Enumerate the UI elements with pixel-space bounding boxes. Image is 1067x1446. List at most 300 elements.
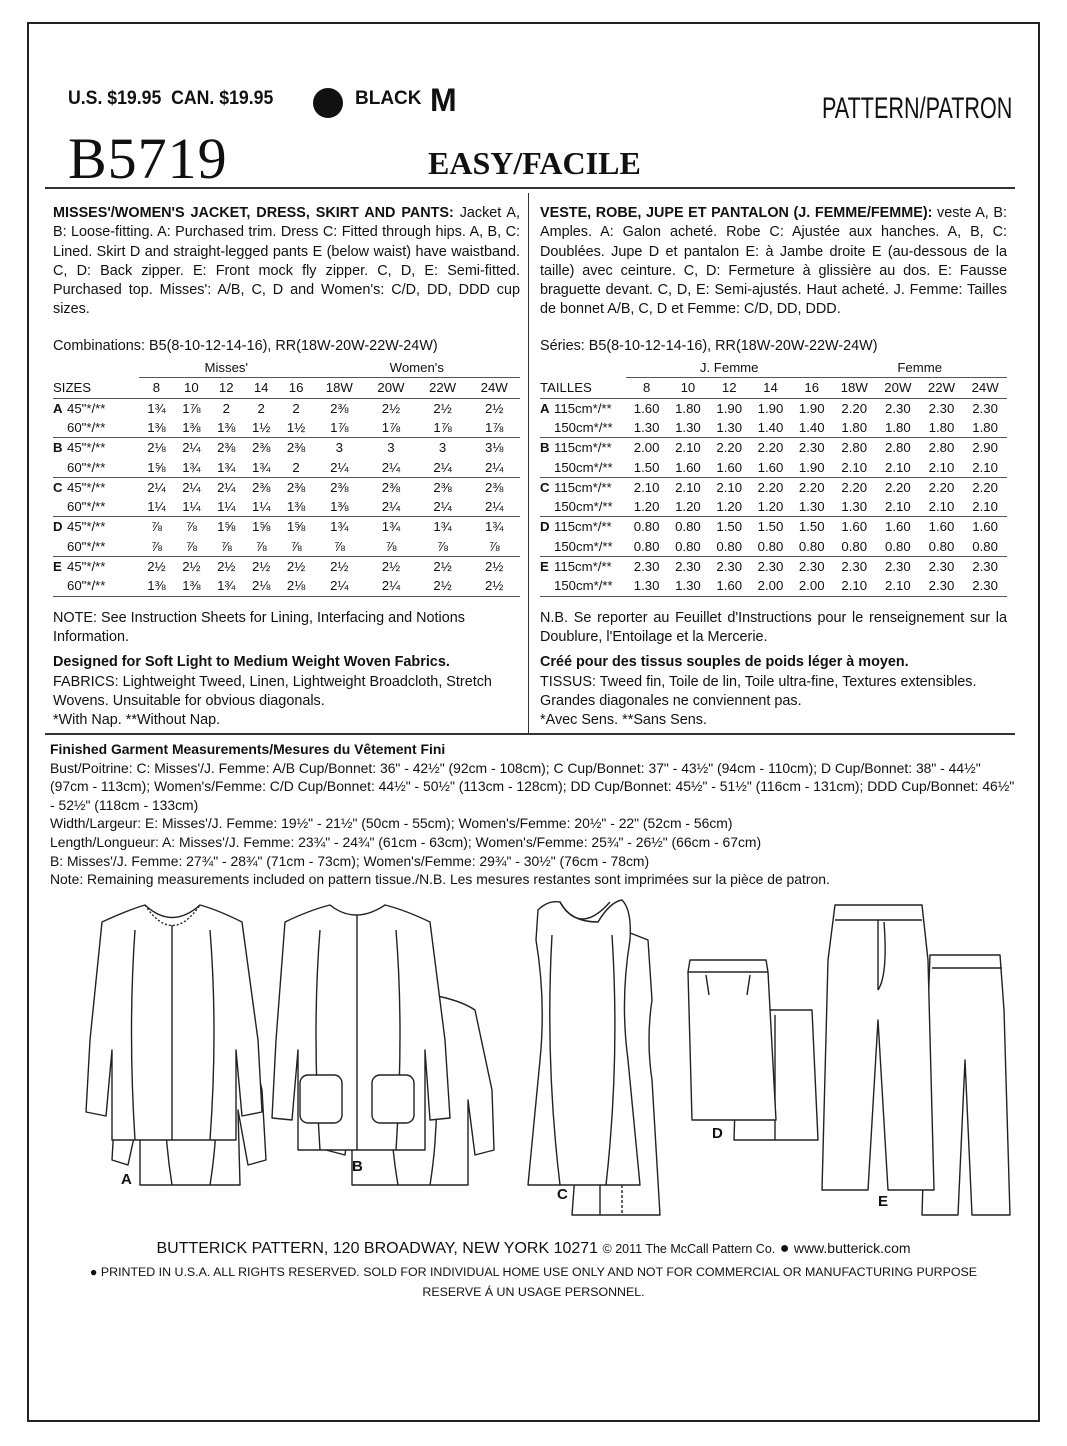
yardage-cell: 1.30 xyxy=(626,576,667,596)
yardage-cell: 1⅜ xyxy=(314,497,366,517)
yardage-cell: 1¾ xyxy=(209,576,244,596)
yardage-cell: 1¼ xyxy=(139,497,174,517)
fabric-width: 150cm*/** xyxy=(554,576,626,596)
yardage-cell: 2.10 xyxy=(876,458,920,478)
french-description: VESTE, ROBE, JUPE ET PANTALON (J. FEMME/FEMME): veste A, B: Amples. A: Galon acheté. Robe C: Ajustée aux hanches. A, B, C: Doublées. Jupe D et pantalon E: à Jambe droite E (au-dessous de la taille) avec ceinture. C, D: Fermeture à glissière au dos. E: Fausse braguette devant. C, D, E: Semi-ajustés. Haut acheté. J. Femme: Tailles de bonnet A/B, C, D et Femme: C/D, DD, DDD. xyxy=(540,205,1007,318)
fabric-width: 45"*/** xyxy=(67,559,106,575)
yardage-cell: 2¼ xyxy=(314,576,366,596)
yardage-cell: 1½ xyxy=(279,418,314,438)
yardage-cell: 2.00 xyxy=(633,440,660,456)
yardage-cell: 0.80 xyxy=(791,537,832,557)
view-letter xyxy=(53,418,67,438)
yardage-cell: 2⅜ xyxy=(485,479,504,495)
yardage-cell: 2.30 xyxy=(885,400,911,416)
yardage-cell: 2¼ xyxy=(182,479,201,495)
yardage-cell: 1.50 xyxy=(798,519,825,535)
size-header: 24W xyxy=(963,378,1007,398)
yardage-cell: 2.10 xyxy=(920,497,964,517)
yardage-cell: 2.10 xyxy=(633,479,660,495)
yardage-cell: 2.20 xyxy=(716,440,743,456)
view-b-jacket-drawing xyxy=(272,905,494,1185)
table-size-header xyxy=(540,378,1007,398)
yardage-cell: 1.60 xyxy=(709,576,750,596)
english-title: MISSES'/WOMEN'S JACKET, DRESS, SKIRT AND PANTS: xyxy=(53,205,454,221)
yardage-cell: ⅞ xyxy=(150,519,162,535)
yardage-cell: ⅞ xyxy=(209,537,244,557)
group-header-1: J. Femme xyxy=(626,358,832,378)
pattern-label: PATTERN/PATRON xyxy=(822,92,1013,125)
table-row xyxy=(540,537,1007,557)
size-header: 12 xyxy=(209,378,244,398)
footer-address: BUTTERICK PATTERN, 120 BROADWAY, NEW YORK 10271 xyxy=(156,1240,599,1257)
yardage-cell: 2⅜ xyxy=(286,440,306,456)
yardage-cell: 2⅜ xyxy=(433,479,452,495)
yardage-cell: 1.60 xyxy=(667,458,708,478)
yardage-cell: 2.30 xyxy=(633,559,660,575)
yardage-cell: 1¼ xyxy=(244,497,279,517)
group-header-2: Women's xyxy=(314,358,520,378)
yardage-cell: 1.60 xyxy=(885,519,911,535)
yardage-cell: 2½ xyxy=(147,559,166,575)
view-letter xyxy=(53,458,67,478)
view-e-pants-drawing xyxy=(822,905,1010,1215)
yardage-cell: 1.60 xyxy=(709,458,750,478)
yardage-cell: 2½ xyxy=(286,559,306,575)
yardage-cell: ⅞ xyxy=(185,519,197,535)
fabric-width: 150cm*/** xyxy=(554,458,626,478)
group-header-2: Femme xyxy=(832,358,1007,378)
table-row xyxy=(53,557,520,577)
yardage-cell: 2.10 xyxy=(920,458,964,478)
yardage-cell: 1.80 xyxy=(876,418,920,438)
yardage-cell: 2.80 xyxy=(928,440,955,456)
french-nap: *Avec Sens. **Sans Sens. xyxy=(540,712,707,729)
yardage-cell: 1.60 xyxy=(633,400,660,416)
view-label-b: B xyxy=(352,1158,363,1175)
yardage-cell: 1⅜ xyxy=(139,576,174,596)
yardage-cell: 2.80 xyxy=(885,440,911,456)
table-row xyxy=(540,418,1007,438)
table-row xyxy=(53,477,520,497)
size-header: 12 xyxy=(709,378,750,398)
view-letter: A xyxy=(53,400,63,416)
size-header: 8 xyxy=(626,378,667,398)
yardage-cell: 1.40 xyxy=(791,418,832,438)
footer-reserve: RESERVE Á UN USAGE PERSONNEL. xyxy=(422,1285,645,1299)
yardage-cell: 1.80 xyxy=(832,418,876,438)
table-row xyxy=(540,557,1007,577)
length-measurements-b: B: Misses'/J. Femme: 27¾" - 28¾" (71cm - 73cm); Women's/Femme: 29¾" - 30½" (76cm - 78cm) xyxy=(50,852,650,869)
yardage-cell: 1.30 xyxy=(791,497,832,517)
yardage-cell: 0.80 xyxy=(920,537,964,557)
yardage-cell: 2¼ xyxy=(468,497,520,517)
yardage-cell: 1.30 xyxy=(667,576,708,596)
yardage-cell: 1.30 xyxy=(626,418,667,438)
size-header: 10 xyxy=(667,378,708,398)
yardage-cell: 1.60 xyxy=(928,519,955,535)
yardage-cell: 0.80 xyxy=(876,537,920,557)
view-letter: A xyxy=(540,400,550,416)
yardage-cell: ⅞ xyxy=(174,537,209,557)
yardage-cell: 1.90 xyxy=(716,400,743,416)
french-title: VESTE, ROBE, JUPE ET PANTALON (J. FEMME/FEMME): xyxy=(540,205,933,221)
yardage-cell: 2⅜ xyxy=(330,400,349,416)
yardage-cell: 2 xyxy=(257,400,265,416)
yardage-cell: 2.30 xyxy=(972,400,998,416)
yardage-cell: 1¾ xyxy=(209,458,244,478)
yardage-cell: 2.20 xyxy=(841,479,868,495)
yardage-cell: 2.30 xyxy=(928,400,955,416)
view-letter xyxy=(540,576,554,596)
yardage-cell: ⅞ xyxy=(468,537,520,557)
table-row xyxy=(53,517,520,537)
garment-illustrations xyxy=(0,890,1067,1230)
yardage-cell: 2⅜ xyxy=(252,440,271,456)
sizes-label: SIZES xyxy=(53,378,139,398)
yardage-cell: 2 xyxy=(292,400,300,416)
yardage-cell: 1¾ xyxy=(381,519,401,535)
yardage-cell: 1⅞ xyxy=(314,418,366,438)
view-letter: E xyxy=(540,559,549,575)
yardage-cell: 1.80 xyxy=(675,400,701,416)
yardage-cell: 2.10 xyxy=(675,479,701,495)
yardage-cell: 2½ xyxy=(485,559,504,575)
yardage-cell: 1.30 xyxy=(667,418,708,438)
fabric-width: 115cm*/** xyxy=(554,559,612,575)
yardage-cell: 1.20 xyxy=(626,497,667,517)
yardage-cell: 1.90 xyxy=(798,400,825,416)
yardage-cell: 2.30 xyxy=(963,576,1007,596)
size-header: 24W xyxy=(468,378,520,398)
yardage-cell: 3⅛ xyxy=(485,440,504,456)
yardage-cell: 2½ xyxy=(468,576,520,596)
size-header: 22W xyxy=(417,378,469,398)
measurements-title: Finished Garment Measurements/Mesures du Vêtement Fini xyxy=(50,741,446,757)
size-header: 20W xyxy=(365,378,417,398)
yardage-cell: 2.20 xyxy=(972,479,998,495)
view-letter: D xyxy=(53,519,63,535)
yardage-cell: 1.50 xyxy=(757,519,784,535)
yardage-cell: ⅞ xyxy=(417,537,469,557)
yardage-cell: 1.50 xyxy=(716,519,743,535)
yardage-cell: 1.90 xyxy=(791,458,832,478)
price-line xyxy=(68,88,273,110)
yardage-cell: 2.80 xyxy=(841,440,868,456)
yardage-cell: 2.30 xyxy=(841,559,868,575)
yardage-cell: 2.10 xyxy=(876,497,920,517)
yardage-cell: 2¼ xyxy=(314,458,366,478)
yardage-cell: 2.30 xyxy=(920,576,964,596)
yardage-cell: 1¼ xyxy=(209,497,244,517)
bullet-icon: ● xyxy=(779,1240,790,1257)
yardage-cell: 3 xyxy=(438,440,447,456)
yardage-cell: 2⅛ xyxy=(147,440,166,456)
yardage-cell: 0.80 xyxy=(626,537,667,557)
size-header: 20W xyxy=(876,378,920,398)
table-row xyxy=(540,576,1007,596)
bullet-icon: ● xyxy=(89,1265,98,1279)
view-letter: C xyxy=(540,479,550,495)
size-header: 8 xyxy=(139,378,174,398)
yardage-cell: 2.10 xyxy=(832,576,876,596)
series-line: Séries: B5(8-10-12-14-16), RR(18W-20W-22W-24W) xyxy=(540,337,878,354)
yardage-cell: 2.30 xyxy=(798,440,825,456)
yardage-cell: 1.30 xyxy=(709,418,750,438)
yardage-cell: 1.20 xyxy=(709,497,750,517)
fabric-width: 45"*/** xyxy=(67,479,106,495)
english-fabrics: FABRICS: Lightweight Tweed, Linen, Lightweight Broadcloth, Stretch Wovens. Unsuitable for obvious diagonals. xyxy=(53,673,492,709)
yardage-cell: 2.10 xyxy=(832,458,876,478)
yardage-cell: 2.10 xyxy=(963,458,1007,478)
yardage-cell: 2¼ xyxy=(365,576,417,596)
group-header-1: Misses' xyxy=(139,358,314,378)
yardage-cell: 3 xyxy=(387,440,395,456)
yardage-cell: 0.80 xyxy=(667,537,708,557)
view-label-c: C xyxy=(557,1186,568,1203)
yardage-cell: 2⅜ xyxy=(217,440,236,456)
yardage-cell: 1.40 xyxy=(750,418,791,438)
fabric-width: 60"*/** xyxy=(67,497,139,517)
table-row xyxy=(53,418,520,438)
size-header: 16 xyxy=(279,378,314,398)
english-note: NOTE: See Instruction Sheets for Lining, Interfacing and Notions Information. xyxy=(53,609,465,645)
price-can: CAN. $19.95 xyxy=(171,88,274,109)
yardage-cell: 2.30 xyxy=(675,559,701,575)
yardage-cell: 1¾ xyxy=(147,400,166,416)
yardage-cell: 1.80 xyxy=(963,418,1007,438)
french-note: N.B. Se reporter au Feuillet d'Instructions pour le renseignement sur la Doublure, l'Entoilage et la Mercerie. xyxy=(540,609,1007,645)
yardage-cell: 1⅝ xyxy=(139,458,174,478)
yardage-cell: 2¼ xyxy=(365,497,417,517)
footer-website: www.butterick.com xyxy=(793,1240,911,1256)
english-nap: *With Nap. **Without Nap. xyxy=(53,712,221,729)
table-row xyxy=(53,497,520,517)
table-row xyxy=(53,537,520,557)
table-row xyxy=(540,458,1007,478)
yardage-cell: 1½ xyxy=(244,418,279,438)
size-header: 22W xyxy=(920,378,964,398)
yardage-cell: 2.10 xyxy=(876,576,920,596)
yardage-cell: 2.30 xyxy=(885,559,911,575)
yardage-cell: 2½ xyxy=(433,559,452,575)
table-row xyxy=(540,398,1007,418)
yardage-cell: 1¾ xyxy=(244,458,279,478)
yardage-cell: 2⅜ xyxy=(330,479,349,495)
footer-rights: PRINTED IN U.S.A. ALL RIGHTS RESERVED. SOLD FOR INDIVIDUAL HOME USE ONLY AND NOT FOR COMMERCIAL OR MANUFACTURING PURPOSE xyxy=(100,1265,978,1279)
yardage-cell: 2¼ xyxy=(468,458,520,478)
yardage-cell: 1.20 xyxy=(750,497,791,517)
french-designed: Créé pour des tissus souples de poids léger à moyen. xyxy=(540,654,909,671)
sizes-label: TAILLES xyxy=(540,378,626,398)
section-divider xyxy=(45,733,1015,735)
yardage-cell: 2.20 xyxy=(885,479,911,495)
yardage-cell: 1.80 xyxy=(920,418,964,438)
width-measurements: Width/Largeur: E: Misses'/J. Femme: 19½" - 21½" (50cm - 55cm); Women's/Femme: 20½" - 22" (52cm - 56cm) xyxy=(50,815,733,832)
yardage-cell: 2⅜ xyxy=(286,479,306,495)
price-us: U.S. $19.95 xyxy=(68,88,162,109)
yardage-cell: 1⅝ xyxy=(286,519,306,535)
yardage-cell: 1⅞ xyxy=(417,418,469,438)
yardage-cell: 2.90 xyxy=(972,440,998,456)
view-letter: B xyxy=(53,440,63,456)
yardage-cell: 2.20 xyxy=(757,479,784,495)
table-row xyxy=(540,477,1007,497)
table-size-header xyxy=(53,378,520,398)
yardage-cell: 2½ xyxy=(217,559,236,575)
finished-measurements xyxy=(50,740,1015,889)
yardage-cell: 2.20 xyxy=(798,479,825,495)
yardage-cell: ⅞ xyxy=(139,537,174,557)
fabric-width: 115cm*/** xyxy=(554,440,612,456)
yardage-cell: 1⅝ xyxy=(252,519,271,535)
fabric-width: 60"*/** xyxy=(67,576,139,596)
fabric-width: 60"*/** xyxy=(67,458,139,478)
yardage-cell: 1.50 xyxy=(626,458,667,478)
yardage-cell: 2¼ xyxy=(182,440,201,456)
yardage-cell: 2.10 xyxy=(675,440,701,456)
yardage-cell: 2⅛ xyxy=(244,576,279,596)
yardage-cell: 2 xyxy=(279,458,314,478)
view-label-e: E xyxy=(878,1193,889,1210)
size-header: 18W xyxy=(314,378,366,398)
fabric-width: 60"*/** xyxy=(67,537,139,557)
view-letter: D xyxy=(540,519,550,535)
yardage-cell: 1.60 xyxy=(750,458,791,478)
yardage-cell: 2⅜ xyxy=(381,479,401,495)
french-fabrics: TISSUS: Tweed fin, Toile de lin, Toile ultra-fine, Textures extensibles. Grandes diagonales ne conviennent pas. xyxy=(540,673,977,709)
yardage-cell: 2.30 xyxy=(716,559,743,575)
yardage-cell: 1¾ xyxy=(330,519,349,535)
english-column xyxy=(53,204,520,730)
yardage-cell: 2½ xyxy=(330,559,349,575)
yardage-cell: ⅞ xyxy=(365,537,417,557)
table-row xyxy=(53,458,520,478)
table-row xyxy=(53,398,520,418)
yardage-cell: 1⅜ xyxy=(139,418,174,438)
yardage-cell: 1¾ xyxy=(433,519,452,535)
fabric-width: 115cm*/** xyxy=(554,400,612,416)
yardage-cell: 2.10 xyxy=(716,479,743,495)
yardage-cell: 2½ xyxy=(417,576,469,596)
fabric-width: 150cm*/** xyxy=(554,418,626,438)
table-group-header xyxy=(53,358,520,378)
yardage-cell: 0.80 xyxy=(750,537,791,557)
size-header: 14 xyxy=(244,378,279,398)
yardage-cell: 1¾ xyxy=(174,458,209,478)
header-divider xyxy=(45,187,1015,189)
yardage-cell: 2.00 xyxy=(750,576,791,596)
footer-rights-line xyxy=(0,1265,1067,1279)
view-letter xyxy=(540,497,554,517)
yardage-cell: 1⅜ xyxy=(209,418,244,438)
yardage-cell: 2⅜ xyxy=(252,479,271,495)
yardage-cell: 0.80 xyxy=(633,519,660,535)
table-row xyxy=(540,497,1007,517)
view-label-d: D xyxy=(712,1125,723,1142)
size-header: 10 xyxy=(174,378,209,398)
view-d-skirt-drawing xyxy=(688,960,818,1140)
yardage-cell: 2¼ xyxy=(147,479,166,495)
fabric-width: 45"*/** xyxy=(67,400,106,416)
view-letter xyxy=(53,576,67,596)
yardage-cell: 1.60 xyxy=(972,519,998,535)
fabric-width: 115cm*/** xyxy=(554,479,612,495)
yardage-cell: ⅞ xyxy=(244,537,279,557)
yardage-table-french xyxy=(540,358,1007,597)
yardage-table-english xyxy=(53,358,520,597)
yardage-cell: 2¼ xyxy=(417,497,469,517)
footer-address-line xyxy=(0,1240,1067,1258)
yardage-cell: 1.20 xyxy=(667,497,708,517)
yardage-cell: 1.30 xyxy=(832,497,876,517)
yardage-cell: 2.30 xyxy=(798,559,825,575)
size-header: 14 xyxy=(750,378,791,398)
view-label-a: A xyxy=(121,1171,132,1188)
view-letter xyxy=(540,418,554,438)
yardage-cell: 2.20 xyxy=(841,400,868,416)
yardage-cell: 2.10 xyxy=(963,497,1007,517)
yardage-cell: 0.80 xyxy=(709,537,750,557)
fabric-width: 150cm*/** xyxy=(554,537,626,557)
length-measurements-a: Length/Longueur: A: Misses'/J. Femme: 23¾" - 24¾" (61cm - 63cm); Women's/Femme: 25¾" - 26½" (66cm - 67cm) xyxy=(50,833,762,850)
fabric-width: 45"*/** xyxy=(67,519,106,535)
yardage-cell: 2.30 xyxy=(972,559,998,575)
yardage-cell: 2½ xyxy=(252,559,271,575)
yardage-cell: 2 xyxy=(222,400,230,416)
yardage-cell: 1¼ xyxy=(174,497,209,517)
color-label: BLACK xyxy=(355,88,422,109)
fabric-width: 150cm*/** xyxy=(554,497,626,517)
yardage-cell: 2.00 xyxy=(791,576,832,596)
yardage-cell: 1⅜ xyxy=(279,497,314,517)
view-letter xyxy=(53,497,67,517)
view-letter: C xyxy=(53,479,63,495)
yardage-cell: ⅞ xyxy=(279,537,314,557)
yardage-cell: 2⅛ xyxy=(279,576,314,596)
fabric-width: 60"*/** xyxy=(67,418,139,438)
yardage-cell: 1¾ xyxy=(485,519,504,535)
fabric-width: 45"*/** xyxy=(67,440,106,456)
table-row xyxy=(540,517,1007,537)
yardage-cell: 2½ xyxy=(182,559,201,575)
yardage-cell: 1⅞ xyxy=(365,418,417,438)
yardage-cell: 3 xyxy=(335,440,343,456)
yardage-cell: ⅞ xyxy=(314,537,366,557)
table-group-header xyxy=(540,358,1007,378)
yardage-cell: 2.30 xyxy=(757,559,784,575)
yardage-cell: 1⅞ xyxy=(468,418,520,438)
fabric-width: 115cm*/** xyxy=(554,519,612,535)
view-c-dress-drawing xyxy=(528,900,660,1215)
yardage-cell: 1.60 xyxy=(841,519,868,535)
yardage-cell: 2¼ xyxy=(417,458,469,478)
yardage-cell: 2½ xyxy=(381,559,401,575)
yardage-cell: 2.20 xyxy=(757,440,784,456)
yardage-cell: 1⅜ xyxy=(174,576,209,596)
english-designed: Designed for Soft Light to Medium Weight Woven Fabrics. xyxy=(53,654,450,671)
difficulty-label: EASY/FACILE xyxy=(428,145,641,181)
view-letter xyxy=(53,537,67,557)
yardage-cell: 2.20 xyxy=(928,479,955,495)
view-letter: E xyxy=(53,559,62,575)
yardage-cell: 2.30 xyxy=(928,559,955,575)
table-row xyxy=(540,438,1007,458)
french-column xyxy=(540,204,1007,730)
yardage-cell: 1⅝ xyxy=(217,519,236,535)
table-row xyxy=(53,438,520,458)
yardage-cell: 2½ xyxy=(485,400,504,416)
english-description: MISSES'/WOMEN'S JACKET, DRESS, SKIRT AND PANTS: Jacket A, B: Loose-fitting. A: Purchased trim. Dress C: Fitted through hips. A, B, C: Lined. Skirt D and straight-legged pants E (below waist) have waistband. C, D: Back zipper. E: Front mock fly zipper. C, D, E: Semi-fitted. Purchased top. Misses': A/B, C, D and Women's: C/D, DD, DDD cup sizes. xyxy=(53,205,520,318)
